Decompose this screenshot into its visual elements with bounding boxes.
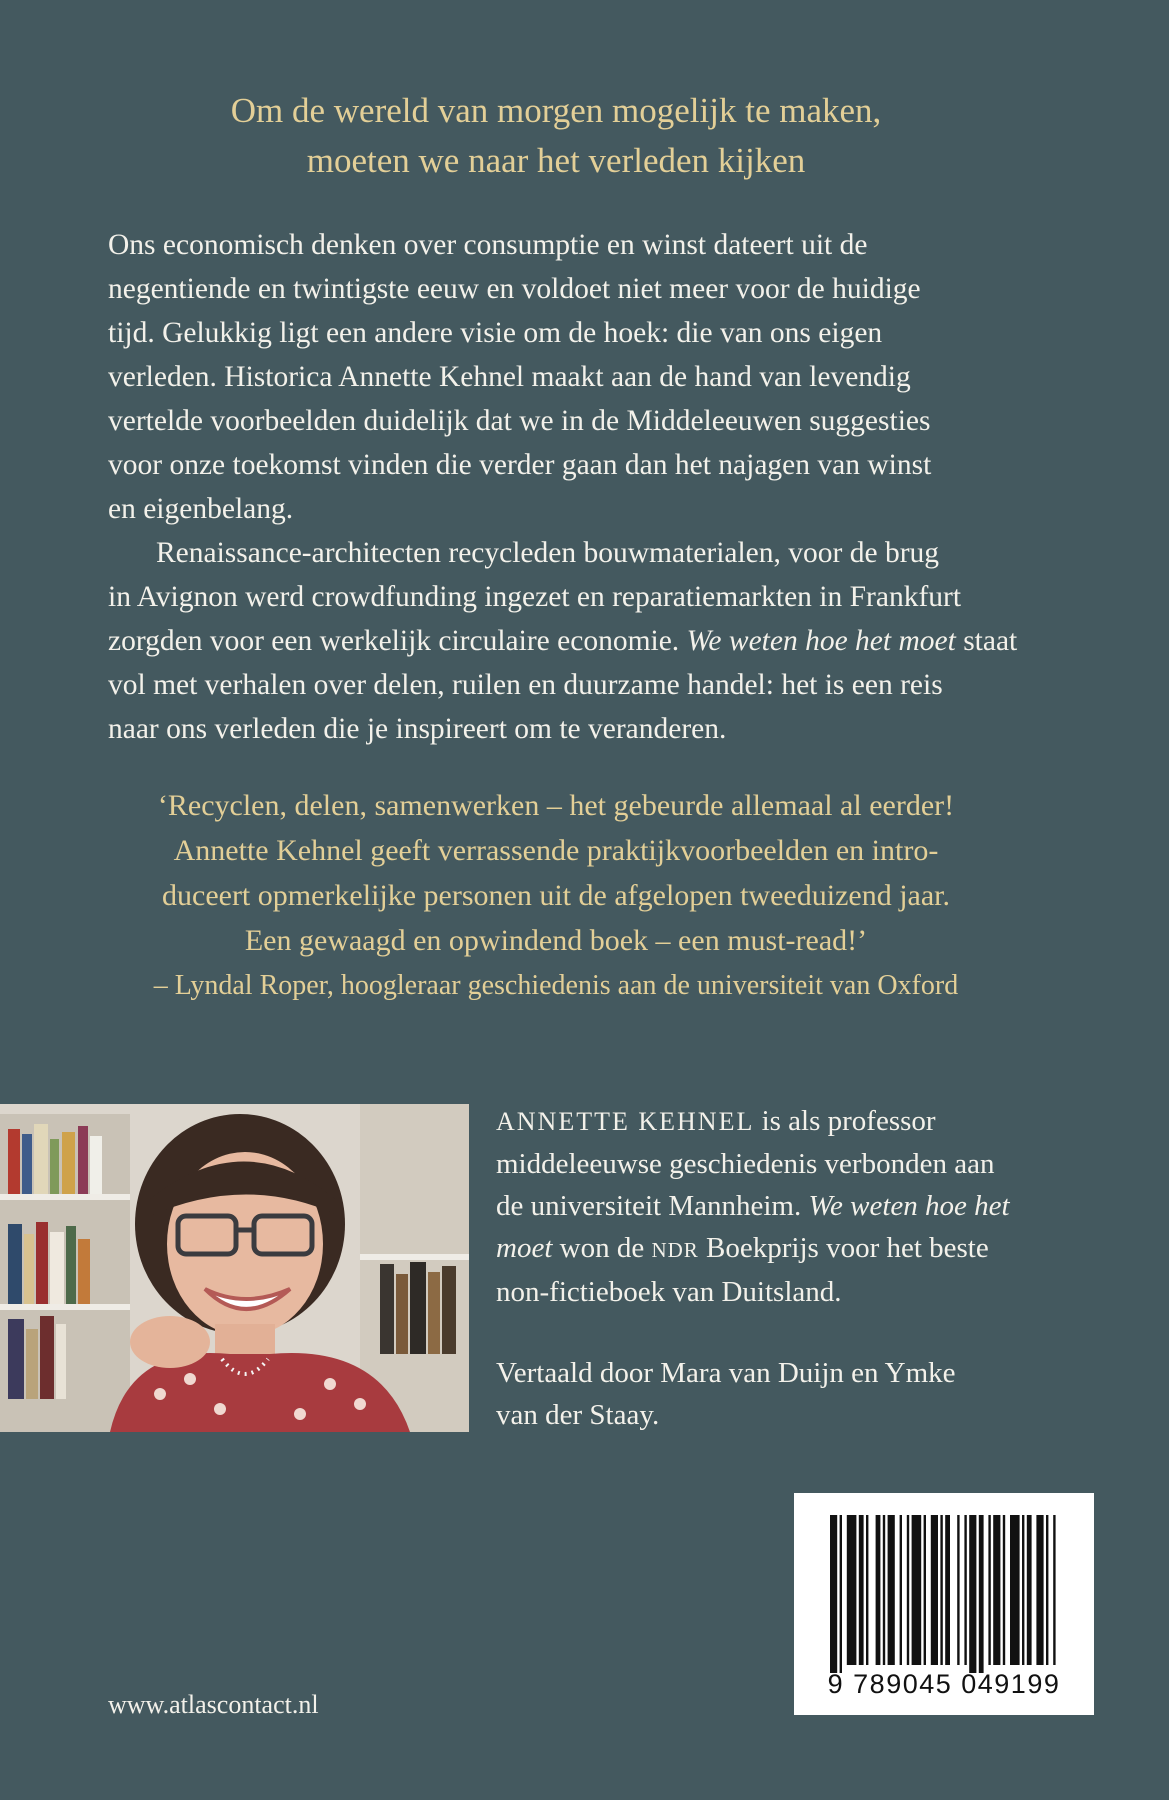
translators-credit [496, 1352, 1116, 1436]
barcode-bar [957, 1515, 959, 1665]
barcode-bar [931, 1515, 938, 1665]
bio-line: middeleeuwse geschiedenis verbonden aan [496, 1148, 995, 1180]
bio-text: de universiteit Mannheim. [496, 1190, 809, 1222]
author-name: ANNETTE KEHNEL [496, 1107, 755, 1136]
isbn-number: 9 789045 049199 [827, 1669, 1061, 1699]
tagline-line: moeten we naar het verleden kijken [306, 141, 806, 180]
barcode-bar [883, 1515, 885, 1665]
quote-line: ‘Recyclen, delen, samenwerken – het gebeurde allemaal al eerder! [157, 789, 955, 822]
barcode-bar [993, 1515, 1000, 1665]
barcode-bar [888, 1515, 895, 1665]
bio-text: won de [552, 1232, 652, 1264]
portrait-illustration [0, 1104, 469, 1432]
blurb-line: vertelde voorbeelden duidelijk dat we in de Middeleeuwen suggesties [108, 405, 931, 437]
isbn-barcode [794, 1493, 1094, 1715]
blurb-line: negentiende en twintigste eeuw en voldoet niet meer voor de huidige [108, 273, 921, 305]
translators-line: van der Staay. [496, 1399, 660, 1431]
barcode-bar [1046, 1515, 1048, 1665]
barcode-bar [1003, 1515, 1005, 1665]
blurb-text: staat [955, 625, 1018, 657]
translators-line: Vertaald door Mara van Duijn en Ymke [496, 1357, 956, 1389]
barcode-bar [1053, 1515, 1055, 1665]
barcode-bar [866, 1515, 868, 1665]
publisher-website: www.atlascontact.nl [108, 1690, 319, 1719]
blurb-text: zorgden voor een werkelijk circulaire economie. [108, 625, 687, 657]
barcode-bar [912, 1515, 922, 1665]
blurb-line: naar ons verleden die je inspireert om te veranderen. [108, 713, 727, 745]
barcode-bar [964, 1515, 966, 1665]
blurb-line: Ons economisch denken over consumptie en winst dateert uit de [108, 229, 868, 261]
blurb-line [108, 619, 1078, 663]
book-title: We weten hoe het [808, 1190, 1010, 1222]
barcode-bar [859, 1515, 864, 1665]
review-quote [0, 783, 1112, 1008]
barcode-bar [876, 1515, 881, 1665]
barcode-bar [830, 1515, 837, 1673]
tagline [0, 86, 1112, 186]
bio-text: is als professor [754, 1105, 936, 1137]
blurb-line: en eigenbelang. [108, 493, 294, 525]
bio-line [496, 1100, 1116, 1143]
barcode-bar [847, 1515, 857, 1665]
barcode-bar [1022, 1515, 1024, 1665]
barcode-bar [1036, 1515, 1043, 1665]
book-title: We weten hoe het moet [686, 625, 956, 657]
author-portrait-icon [0, 1104, 469, 1432]
blurb-paragraph-2 [108, 531, 1078, 751]
barcode-bar [907, 1515, 909, 1665]
bio-line [496, 1227, 1116, 1271]
barcode-bar [924, 1515, 926, 1665]
barcode-bar [1010, 1515, 1020, 1665]
quote-line: Annette Kehnel geeft verrassende praktijkvoorbeelden en intro- [173, 834, 939, 867]
barcode-bar [1027, 1515, 1032, 1665]
blurb-line: voor onze toekomst vinden die verder gaan dan het najagen van winst [108, 449, 932, 481]
blurb-paragraph-1 [108, 223, 1078, 531]
award-name: NDR [651, 1238, 699, 1262]
barcode-bar [945, 1515, 950, 1665]
bio-text: Boekprijs voor het beste [698, 1232, 989, 1264]
barcode-bar [900, 1515, 902, 1665]
bio-line [496, 1185, 1116, 1227]
author-bio [496, 1100, 1116, 1313]
barcode-bar [969, 1515, 976, 1673]
barcode-bar [988, 1515, 990, 1665]
tagline-line: Om de wereld van morgen mogelijk te maken, [230, 91, 882, 130]
barcode-bar [840, 1515, 842, 1673]
quote-line: Een gewaagd en opwindend boek – een must-read!’ [244, 924, 868, 957]
blurb-line: in Avignon werd crowdfunding ingezet en reparatiemarkten in Frankfurt [108, 581, 962, 613]
barcode-bar [979, 1515, 984, 1673]
bio-line: non-fictieboek van Duitsland. [496, 1276, 842, 1308]
blurb [108, 223, 1078, 751]
blurb-line: vol met verhalen over delen, ruilen en duurzame handel: het is een reis [108, 669, 943, 701]
barcode-bar [940, 1515, 942, 1665]
blurb-line: tijd. Gelukkig ligt een andere visie om de hoek: die van ons eigen [108, 317, 883, 349]
quote-line: duceert opmerkelijke personen uit de afgelopen tweeduizend jaar. [162, 879, 950, 912]
book-title: moet [496, 1232, 553, 1264]
blurb-line: verleden. Historica Annette Kehnel maakt aan de hand van levendig [108, 361, 911, 393]
blurb-line: Renaissance-architecten recycleden bouwmaterialen, voor de brug [156, 537, 940, 569]
quote-attribution: – Lyndal Roper, hoogleraar geschiedenis aan de universiteit van Oxford [153, 970, 959, 1001]
